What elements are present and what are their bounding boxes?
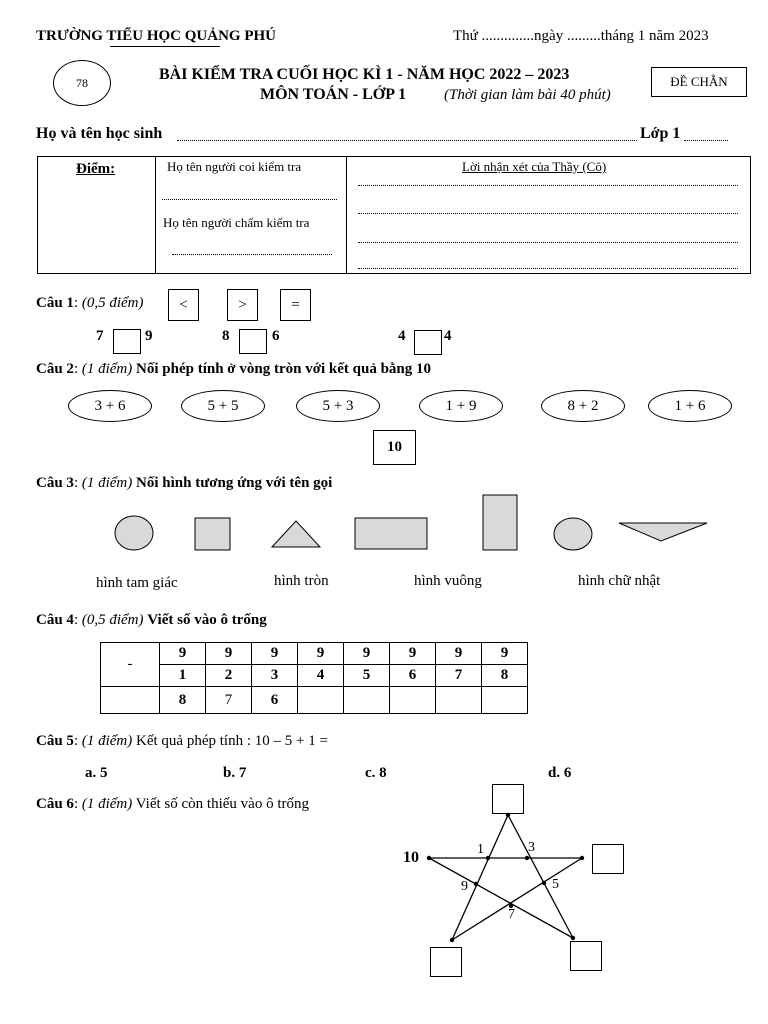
q2-points: (1 điểm): [81, 361, 133, 377]
grader-label: Họ tên người chấm kiểm tra: [163, 215, 310, 230]
shape-name[interactable]: hình chữ nhật: [578, 573, 661, 589]
school-name: TRƯỜNG TIỂU HỌC QUẢNG PHÚ: [36, 28, 277, 44]
q6-points: (1 điểm): [81, 796, 133, 812]
q5-option[interactable]: c. 8: [365, 765, 387, 781]
compare-left: 8: [222, 328, 230, 344]
subtrahend-cell: 7: [436, 665, 482, 687]
star-point: [525, 856, 529, 860]
q5-heading: Câu 5: (1 điểm) Kết quả phép tính : 10 – 5 + 1 =: [36, 733, 328, 749]
symbol-text: =: [291, 296, 300, 313]
star-answer-box-bottom-right[interactable]: [570, 941, 602, 971]
result-cell[interactable]: 8: [160, 687, 206, 714]
q1-label: Câu 1: [36, 295, 74, 311]
q6-text: Viết số còn thiếu vào ô trống: [135, 796, 309, 812]
result-cell[interactable]: 6: [252, 687, 298, 714]
q2-operation: 5 + 3: [322, 397, 354, 414]
q4-text: Viết số vào ô trống: [147, 612, 267, 628]
minuend-cell: 9: [482, 643, 528, 665]
star-answer-box-top[interactable]: [492, 784, 524, 814]
subtrahend-cell: 4: [298, 665, 344, 687]
q5-points: (1 điểm): [81, 733, 133, 749]
proctor-label: Họ tên người coi kiểm tra: [167, 159, 302, 174]
q4-label: Câu 4: [36, 612, 74, 628]
shape-name[interactable]: hình tròn: [274, 573, 329, 589]
q2-operation: 1 + 9: [445, 397, 477, 414]
exam-title: BÀI KIỂM TRA CUỐI HỌC KÌ 1 - NĂM HỌC 2022 – 2023: [159, 66, 570, 83]
compare-right: 6: [272, 328, 280, 344]
q2-result: 10: [387, 439, 402, 455]
q1-heading: Câu 1: (0,5 điểm): [36, 295, 144, 311]
star-number: 10: [403, 849, 419, 866]
q3-points: (1 điểm): [81, 475, 133, 491]
q4-heading: Câu 4: (0,5 điểm) Viết số vào ô trống: [36, 612, 267, 628]
minuend-cell: 9: [436, 643, 482, 665]
symbol-text: <: [179, 296, 188, 313]
star-point: [474, 882, 478, 886]
star-number: 9: [461, 879, 468, 894]
star-number: 7: [508, 907, 515, 922]
q6-heading: Câu 6: (1 điểm) Viết số còn thiếu vào ô trống: [36, 796, 309, 812]
q2-operation: 5 + 5: [207, 397, 239, 414]
q2-text: Nối phép tính ở vòng tròn với kết quả bằng 10: [136, 361, 432, 377]
star-point: [542, 881, 546, 885]
symbol-text: >: [238, 296, 247, 313]
minuend-cell: 9: [160, 643, 206, 665]
q2-heading: Câu 2: (1 điểm) Nối phép tính ở vòng tròn với kết quả bằng 10: [36, 361, 432, 377]
class-label: Lớp 1: [640, 125, 681, 142]
compare-left: 4: [398, 328, 406, 344]
star-point: [571, 936, 575, 940]
subtrahend-cell: 5: [344, 665, 390, 687]
q5-text: Kết quả phép tính : 10 – 5 + 1 =: [136, 733, 328, 749]
q3-text: Nối hình tương ứng với tên gọi: [136, 475, 333, 491]
exam-subject: MÔN TOÁN - LỚP 1: [260, 86, 407, 103]
q3-heading: Câu 3: (1 điểm) Nối hình tương ứng với tên gọi: [36, 475, 333, 491]
score-circle-number: 78: [76, 75, 88, 90]
q2-operation: 1 + 6: [674, 397, 706, 414]
q2-operation: 3 + 6: [94, 397, 126, 414]
compare-right: 4: [444, 328, 452, 344]
star-point: [450, 938, 454, 942]
star-point: [580, 856, 584, 860]
star-line: [452, 858, 582, 940]
q5-option[interactable]: d. 6: [548, 765, 572, 781]
subtrahend-cell: 3: [252, 665, 298, 687]
star-line: [452, 815, 508, 940]
q6-label: Câu 6: [36, 796, 74, 812]
q2-label: Câu 2: [36, 361, 74, 377]
minuend-cell: 9: [252, 643, 298, 665]
compare-left: 7: [96, 328, 104, 344]
operator-cell: -: [101, 643, 160, 687]
subtrahend-cell: 8: [482, 665, 528, 687]
shape-name[interactable]: hình vuông: [414, 573, 482, 589]
student-name-label: Họ và tên học sinh: [36, 125, 163, 142]
subtrahend-cell: 6: [390, 665, 436, 687]
minuend-cell: 9: [206, 643, 252, 665]
star-number: 3: [528, 840, 535, 855]
shape-name[interactable]: hình tam giác: [96, 575, 178, 591]
q4-points: (0,5 điểm): [81, 612, 144, 628]
comment-label: Lời nhận xét của Thầy (Cô): [462, 159, 607, 174]
version-label: ĐỀ CHẴN: [670, 74, 728, 89]
q5-option[interactable]: b. 7: [223, 765, 247, 781]
minuend-cell: 9: [298, 643, 344, 665]
subtrahend-cell: 1: [160, 665, 206, 687]
star-answer-box-right[interactable]: [592, 844, 624, 874]
q1-points: (0,5 điểm): [81, 295, 144, 311]
compare-right: 9: [145, 328, 153, 344]
q5-label: Câu 5: [36, 733, 74, 749]
star-number: 1: [477, 842, 484, 857]
exam-time-note: (Thời gian làm bài 40 phút): [444, 87, 611, 103]
q2-operation: 8 + 2: [567, 397, 599, 414]
q5-option[interactable]: a. 5: [85, 765, 108, 781]
star-answer-box-bottom-left[interactable]: [430, 947, 462, 977]
star-point: [486, 856, 490, 860]
minuend-cell: 9: [390, 643, 436, 665]
minuend-cell: 9: [344, 643, 390, 665]
q3-label: Câu 3: [36, 475, 74, 491]
date-line: Thứ ..............ngày .........tháng 1 năm 2023: [453, 28, 709, 44]
star-point: [427, 856, 431, 860]
score-label: Điểm:: [76, 161, 116, 177]
result-cell[interactable]: 7: [206, 687, 252, 714]
subtrahend-cell: 2: [206, 665, 252, 687]
star-number: 5: [552, 877, 559, 892]
